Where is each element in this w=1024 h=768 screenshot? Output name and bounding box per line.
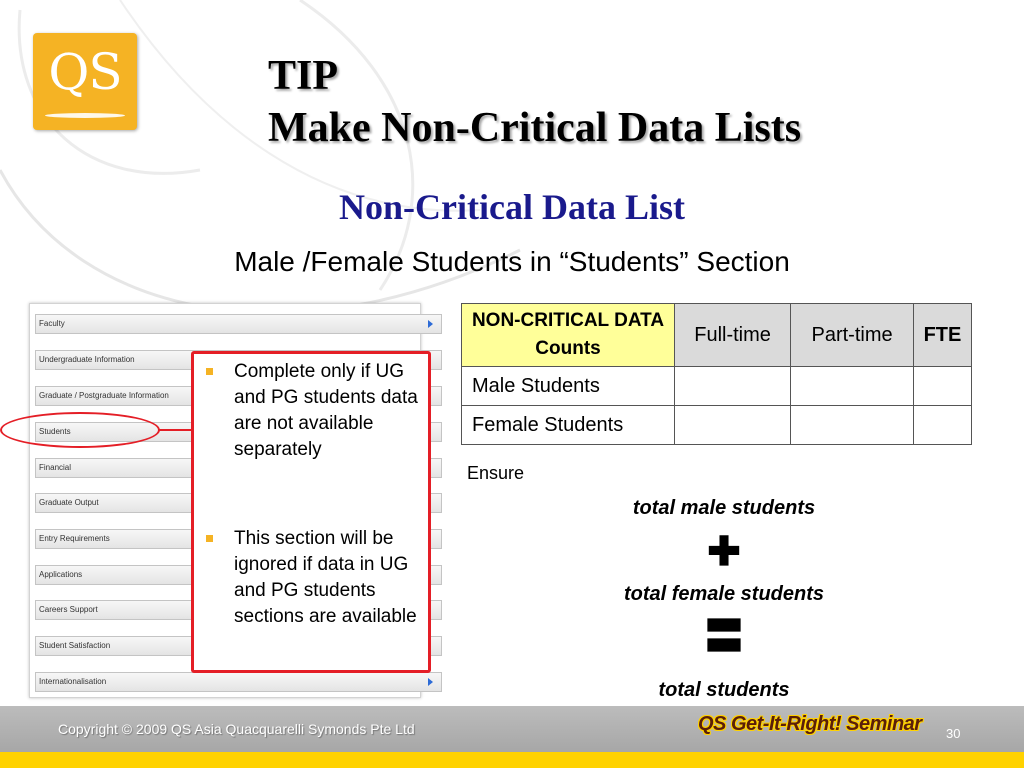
slide-title [268, 50, 801, 154]
table-cell [913, 367, 971, 406]
footer-accent-strip [0, 752, 1024, 768]
header-non-critical: NON-CRITICAL DATA Counts [462, 304, 675, 367]
non-critical-data-table [461, 303, 972, 445]
bullet-text: Complete only if UG and PG students data are not available separately [234, 361, 418, 460]
table-cell [675, 367, 791, 406]
row-label: Male Students [462, 367, 675, 406]
copyright-text: Copyright © 2009 QS Asia Quacquarelli Symonds Pte Ltd [58, 721, 415, 737]
chevron-right-icon [428, 678, 433, 686]
form-row-label: Internationalisation [39, 677, 107, 686]
callout-box [191, 351, 431, 673]
page-number: 30 [946, 726, 961, 741]
section-caption: Male /Female Students in “Students” Section [234, 246, 790, 277]
plus-icon: ✚ [707, 530, 741, 574]
table-cell [791, 406, 914, 445]
table-header-row [462, 304, 972, 367]
header-fte: FTE [913, 304, 971, 367]
form-row-label: Graduate Output [39, 498, 99, 507]
form-row-label: Student Satisfaction [39, 641, 111, 650]
header-part-time: Part-time [791, 304, 914, 367]
form-row-label: Financial [39, 463, 72, 472]
title-line-2: Make Non-Critical Data Lists [268, 105, 802, 151]
table-row [462, 367, 972, 406]
qs-logo [33, 33, 137, 130]
form-row-label: Students [39, 427, 71, 436]
title-line-1: TIP [268, 53, 339, 99]
form-row-label: Careers Support [39, 605, 98, 614]
callout-bullet [234, 526, 424, 630]
table-row [462, 406, 972, 445]
logo-swoosh [45, 113, 125, 118]
form-row-label: Undergraduate Information [39, 355, 135, 364]
form-row-label: Applications [39, 570, 83, 579]
callout-bullet [234, 359, 424, 463]
students-highlight-ellipse [0, 412, 160, 448]
equation-term-female: total female students [623, 583, 825, 605]
bullet-square-icon [206, 368, 213, 375]
equation-result: total students [658, 679, 790, 701]
header-full-time: Full-time [675, 304, 791, 367]
logo-text: QS [48, 43, 122, 101]
slide-subtitle: Non-Critical Data List [339, 187, 685, 227]
bullet-text: This section will be ignored if data in UG and PG students sections are available [234, 528, 417, 627]
callout-connector [158, 429, 193, 431]
row-label: Female Students [462, 406, 675, 445]
form-row-label: Graduate / Postgraduate Information [39, 391, 169, 400]
bullet-square-icon [206, 535, 213, 542]
table-cell [791, 367, 914, 406]
table-cell [913, 406, 971, 445]
form-row-label: Entry Requirements [39, 534, 110, 543]
ensure-label: Ensure [467, 463, 525, 483]
table-cell [675, 406, 791, 445]
form-row [35, 672, 442, 692]
form-row [35, 314, 442, 334]
chevron-right-icon [428, 320, 433, 328]
form-row-label: Faculty [39, 319, 65, 328]
equation-term-male: total male students [632, 497, 816, 519]
equals-icon: 〓 [704, 615, 744, 659]
seminar-title: QS Get-It-Right! Seminar [698, 713, 922, 735]
